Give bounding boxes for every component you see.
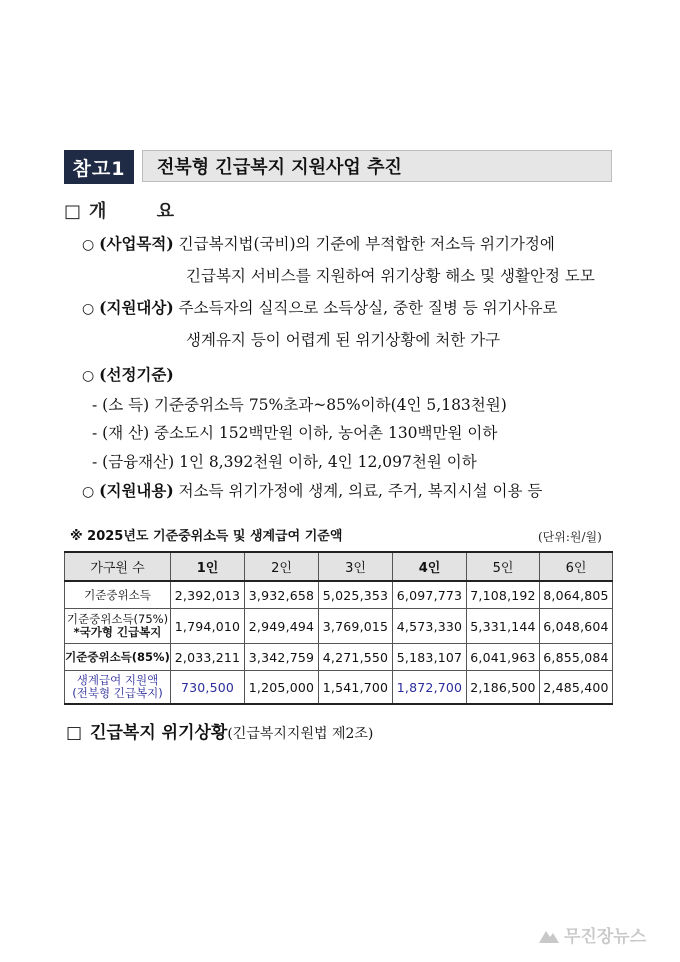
table-cell: 8,064,805 <box>540 581 613 609</box>
table-cell: 3,342,759 <box>245 644 319 671</box>
content-line <box>82 479 542 501</box>
table-cell: 6,855,084 <box>540 644 613 671</box>
row-label: 기준중위소득(85%) <box>65 644 171 671</box>
income-table <box>64 551 613 705</box>
circle-bullet-icon: ○ <box>82 368 95 384</box>
table-cell: 5,025,353 <box>319 581 393 609</box>
table-cell: 7,108,192 <box>467 581 540 609</box>
crisis-title: 긴급복지 위기상황 <box>90 723 228 743</box>
table-unit: (단위:원/월) <box>538 530 602 544</box>
table-cell: 1,541,700 <box>319 671 393 705</box>
criteria-line <box>82 363 174 385</box>
purpose-tag: (사업목적) <box>99 234 174 253</box>
header-1person: 1인 <box>171 552 245 581</box>
row-label-line2: (전북형 긴급복지) <box>72 686 163 700</box>
purpose-line <box>82 232 555 254</box>
table-cell: 5,183,107 <box>393 644 467 671</box>
table-cell: 6,048,604 <box>540 609 613 644</box>
row-label-line2: *국가형 긴급복지 <box>73 625 162 639</box>
circle-bullet-icon: ○ <box>82 484 95 500</box>
header-2person: 2인 <box>245 552 319 581</box>
crisis-heading <box>66 718 373 743</box>
table-cell: 2,186,500 <box>467 671 540 705</box>
overview-title: 개 요 <box>89 201 197 222</box>
header-6person: 6인 <box>540 552 613 581</box>
criteria-income: - (소 득) 기준중위소득 75%초과~85%이하(4인 5,183천원) <box>92 396 507 414</box>
table-cell: 3,932,658 <box>245 581 319 609</box>
table-cell: 6,041,963 <box>467 644 540 671</box>
header-household: 가구원 수 <box>65 552 171 581</box>
row-label: 기준중위소득 <box>65 581 171 609</box>
watermark-text: 무진장뉴스 <box>564 927 647 947</box>
content-text: 저소득 위기가정에 생계, 의료, 주거, 복지시설 이용 등 <box>178 482 543 500</box>
target-text: 주소득자의 실직으로 소득상실, 중한 질병 등 위기사유로 <box>178 299 558 317</box>
page-title: 전북형 긴급복지 지원사업 추진 <box>142 150 612 182</box>
criteria-property: - (재 산) 중소도시 152백만원 이하, 농어촌 130백만원 이하 <box>92 424 498 442</box>
header-5person: 5인 <box>467 552 540 581</box>
row-label-line1: 생계급여 지원액 <box>76 673 159 687</box>
table-cell: 4,271,550 <box>319 644 393 671</box>
checkbox-square-icon: □ <box>66 723 83 743</box>
crisis-reference: (긴급복지지원법 제2조) <box>227 726 374 742</box>
table-header-row <box>65 552 613 581</box>
overview-heading <box>64 197 196 223</box>
row-label-line1: 기준중위소득(75%) <box>66 612 169 626</box>
purpose-line-2: 긴급복지 서비스를 지원하여 위기상황 해소 및 생활안정 도모 <box>186 267 595 285</box>
criteria-financial: - (금융재산) 1인 8,392천원 이하, 4인 12,097천원 이하 <box>92 453 477 471</box>
criteria-tag: (선정기준) <box>99 365 174 384</box>
table-cell: 1,872,700 <box>393 671 467 705</box>
table-cell: 6,097,773 <box>393 581 467 609</box>
table-row <box>65 644 613 671</box>
row-label <box>65 609 171 644</box>
purpose-text: 긴급복지법(국비)의 기준에 부적합한 저소득 위기가정에 <box>178 235 555 253</box>
table-cell: 2,392,013 <box>171 581 245 609</box>
table-note: ※ 2025년도 기준중위소득 및 생계급여 기준액 <box>70 529 343 544</box>
table-cell: 5,331,144 <box>467 609 540 644</box>
reference-label: 참고1 <box>64 150 134 184</box>
circle-bullet-icon: ○ <box>82 301 95 317</box>
table-cell: 3,769,015 <box>319 609 393 644</box>
circle-bullet-icon: ○ <box>82 237 95 253</box>
content-tag: (지원내용) <box>99 481 174 500</box>
table-row <box>65 671 613 705</box>
table-cell: 730,500 <box>171 671 245 705</box>
table-cell: 2,033,211 <box>171 644 245 671</box>
header-3person: 3인 <box>319 552 393 581</box>
checkbox-square-icon: □ <box>64 201 82 222</box>
table-cell: 1,205,000 <box>245 671 319 705</box>
table-row <box>65 609 613 644</box>
target-line-2: 생계유지 등이 어렵게 된 위기상황에 처한 가구 <box>186 331 501 349</box>
target-line <box>82 296 558 318</box>
target-tag: (지원대상) <box>99 298 174 317</box>
watermark <box>538 922 646 947</box>
mountain-logo-icon <box>538 926 560 944</box>
table-cell: 2,949,494 <box>245 609 319 644</box>
row-label <box>65 671 171 705</box>
table-cell: 1,794,010 <box>171 609 245 644</box>
table-cell: 4,573,330 <box>393 609 467 644</box>
table-row <box>65 581 613 609</box>
header-4person: 4인 <box>393 552 467 581</box>
table-cell: 2,485,400 <box>540 671 613 705</box>
